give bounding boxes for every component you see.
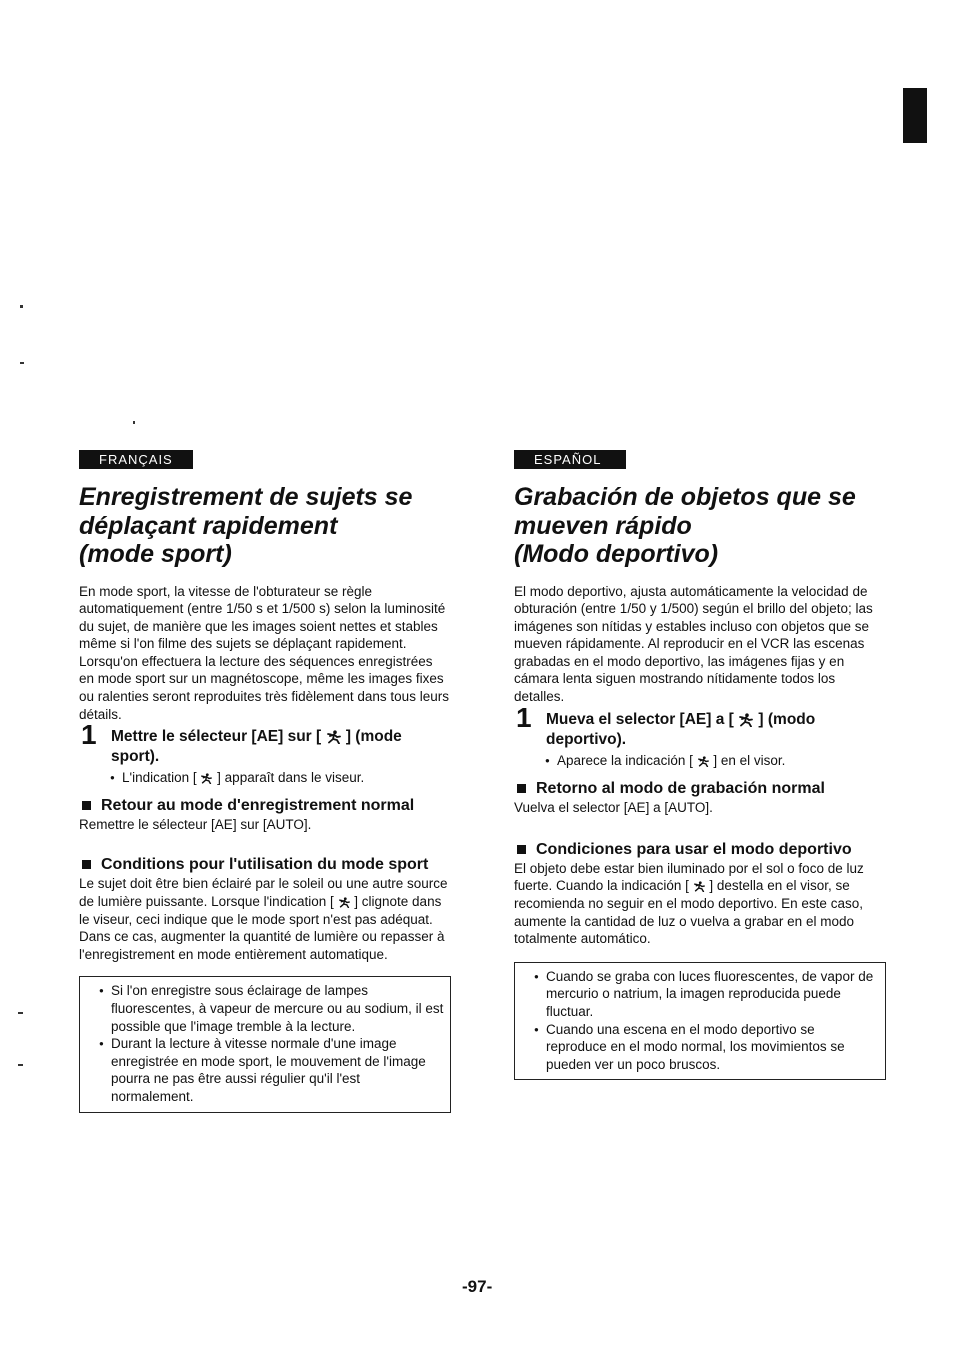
heading-text: Condiciones para usar el modo deportivo xyxy=(536,840,852,858)
french-notes-box xyxy=(79,976,451,1112)
running-figure-icon xyxy=(738,713,754,727)
step-text-after: ] (mode sport). xyxy=(111,728,402,766)
running-figure-icon xyxy=(200,773,213,784)
spanish-conditions-heading xyxy=(514,839,886,860)
page-number: -97- xyxy=(462,1277,493,1296)
step-instruction xyxy=(111,727,451,767)
note-text-after: ] apparaît dans le viseur. xyxy=(217,770,365,786)
french-conditions-text xyxy=(79,875,451,963)
scan-speck xyxy=(133,421,135,424)
note-item: ● Si l'on enregistre sous éclairage de lampes fluorescentes, à vapeur de mercure ou au sodium, il est possible que l'image tremble à la lecture. xyxy=(100,982,444,1035)
scan-speck xyxy=(20,362,24,364)
french-title xyxy=(79,483,451,569)
step-text-before: Mettre le sélecteur [AE] sur [ xyxy=(111,728,322,746)
spanish-conditions-text xyxy=(514,860,886,948)
language-badge-spanish: ESPAÑOL xyxy=(514,450,626,469)
note-item: ● Durant la lecture à vitesse normale d'une image enregistrée en mode sport, le mouvement de l'image pourra ne pas être aussi régulier qu'il l'est normalement. xyxy=(100,1035,444,1105)
title-line: Enregistrement de sujets se xyxy=(79,483,413,511)
step-instruction xyxy=(546,710,886,750)
scan-speck xyxy=(20,305,23,308)
french-intro: En mode sport, la vitesse de l'obturateur se règle automatiquement (entre 1/50 s et 1/500 s) selon la luminosité du sujet, de manière que les images soient nettes et stables même si l'on filme des sujets se déplaçant rapidement. Lorsqu'on effectuera la lecture des séquences enregistrées en mode sport sur un magnétoscope, même les images fixes ou ralenties seront reproduites très fidèlement dans tous leurs détails. xyxy=(79,583,449,722)
french-return-text: Remettre le sélecteur [AE] sur [AUTO]. xyxy=(79,816,312,832)
running-figure-icon xyxy=(693,881,706,892)
note-item: ● Cuando se graba con luces fluorescentes, de vapor de mercurio o natrium, la imagen reproducida puede fluctuar. xyxy=(535,968,879,1021)
note-text-after: ] en el visor. xyxy=(713,752,786,768)
spanish-notes-box xyxy=(514,962,886,1081)
step-text-before: Mueva el selector [AE] a [ xyxy=(546,710,734,728)
heading-text: Conditions pour l'utilisation du mode sport xyxy=(101,856,429,874)
running-figure-icon xyxy=(326,730,342,744)
heading-text: Retour au mode d'enregistrement normal xyxy=(101,796,415,814)
spanish-intro: El modo deportivo, ajusta automáticamente la velocidad de obturación (entre 1/50 y 1/500) según el brillo del objeto; las imágenes son nítidas y estables incluso con objetos que se mueven rápidamente. Al reproducir en el VCR las escenas grabadas en el modo deportivo, las imágenes fijas y en cámara lenta siguen mostrando nítidamente todos los detalles. xyxy=(514,583,873,705)
square-bullet-icon xyxy=(517,845,526,854)
step-note xyxy=(546,752,886,770)
scan-speck xyxy=(18,1064,23,1066)
step-number: 1 xyxy=(516,701,532,733)
title-line: Grabación de objetos que se xyxy=(514,483,856,511)
french-conditions-heading xyxy=(79,854,451,875)
conditions-text-after: ] clignote dans le viseur, ceci indique que le mode sport n'est pas adéquat. Dans ce cas, augmenter la quantité de lumière ou repasser à l'enregistrement en mode entièrement automatique. xyxy=(79,894,445,962)
heading-text: Retorno al modo de grabación normal xyxy=(536,780,825,798)
french-column xyxy=(79,450,451,1113)
title-line: (mode sport) xyxy=(79,540,232,568)
note-text-before: Aparece la indicación [ xyxy=(557,752,693,768)
french-return-heading xyxy=(79,795,451,816)
title-line: mueven rápido xyxy=(514,511,692,540)
note-item: ● Cuando una escena en el modo deportivo se reproduce en el modo normal, los movimientos se pueden ver un poco bruscos. xyxy=(535,1021,879,1074)
title-line: (Modo deportivo) xyxy=(514,540,719,568)
spanish-return-heading xyxy=(514,778,886,799)
spanish-step-1 xyxy=(514,701,886,770)
spanish-return-text: Vuelva el selector [AE] a [AUTO]. xyxy=(514,800,713,816)
square-bullet-icon xyxy=(82,860,91,869)
page-edge-tab xyxy=(903,88,927,143)
step-text-after: ] (modo deportivo). xyxy=(546,710,816,748)
spanish-column xyxy=(514,450,886,1080)
conditions-text-before: Le sujet doit être bien éclairé par le soleil ou une autre source de lumière puissante. Lorsque l'indication [ xyxy=(79,876,448,910)
note-text-before: L'indication [ xyxy=(122,770,197,786)
spanish-title xyxy=(514,483,886,569)
running-figure-icon xyxy=(338,897,351,908)
language-badge-french: FRANÇAIS xyxy=(79,450,193,469)
conditions-text-before: El objeto debe estar bien iluminado por el sol o foco de luz fuerte. Cuando la indicación [ xyxy=(514,860,864,894)
french-step-1 xyxy=(79,719,451,787)
square-bullet-icon xyxy=(517,784,526,793)
step-note xyxy=(111,769,451,787)
title-line: déplaçant rapidement xyxy=(79,511,338,540)
conditions-text-after: ] destella en el visor, se recomienda no seguir en el modo deportivo. En este caso, aumente la cantidad de luz o vuelva a grabar en el modo totalmente automático. xyxy=(514,878,863,947)
step-number: 1 xyxy=(81,719,97,751)
running-figure-icon xyxy=(697,756,710,767)
square-bullet-icon xyxy=(82,801,91,810)
scan-speck xyxy=(18,1012,23,1014)
